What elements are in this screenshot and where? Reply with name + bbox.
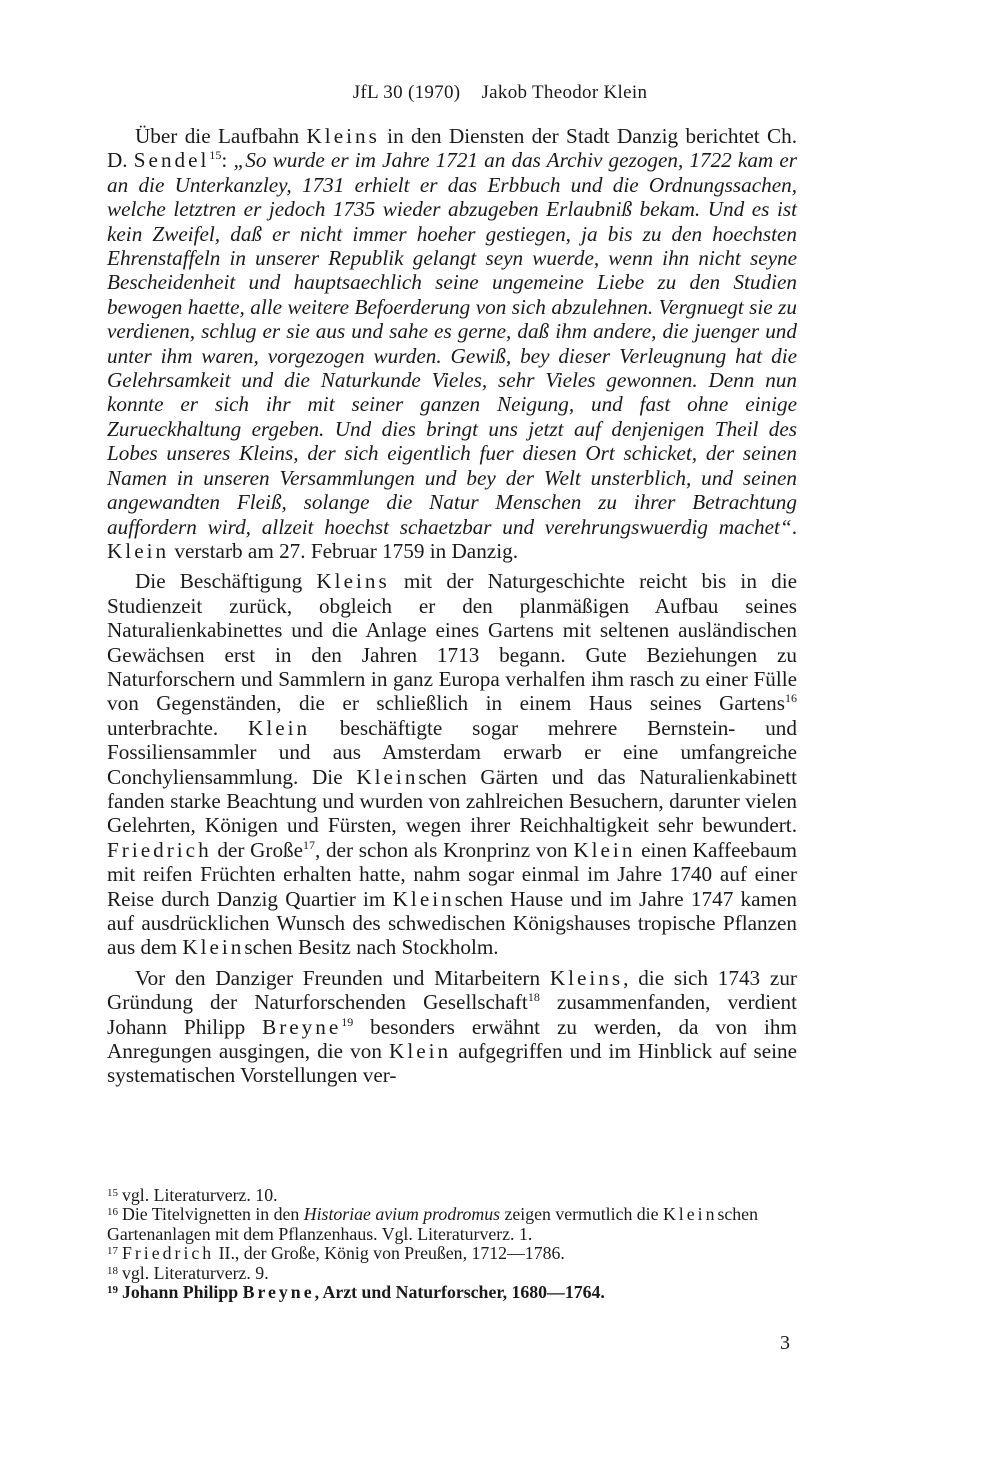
footnote-17	[107, 1244, 797, 1263]
text-run: :	[221, 148, 234, 173]
spaced-name: Kleins	[549, 965, 624, 990]
spaced-name: Friedrich	[122, 1243, 215, 1264]
footnote-text: vgl. Literaturverz. 10.	[122, 1185, 278, 1205]
spaced-name: Klein	[248, 715, 311, 740]
spaced-name: Klein	[392, 886, 455, 911]
footnote-number: 17	[107, 1245, 118, 1258]
footnote-text: vgl. Literaturverz. 9.	[122, 1262, 269, 1283]
spaced-name: Kleins	[316, 569, 390, 594]
spaced-name: Klein	[356, 764, 419, 789]
spaced-name: Klein	[389, 1039, 452, 1064]
text-run: , der schon als Kronprinz von	[315, 837, 574, 862]
footnote-19	[107, 1283, 797, 1302]
spaced-name: Klein	[107, 538, 170, 563]
footnote-number: 19	[107, 1284, 118, 1297]
quotation: „So wurde er im Jahre 1721 an das Archiv gezogen, 1722 kam er an die Unterkanzley, 1731 erhielt er das Erbbuch und die Ordnungssachen, welche letztren er jedoch 1735 wieder abzugeben Erlaubniß bekam. Und es ist kein Zweifel, daß er nicht immer hoeher gestiegen, ja bis zu den hoechsten Ehrenstaffeln in unserer Republik gelangt seyn wuerde, wenn ihn nicht seyne Bescheidenheit und hauptsaechlich seine ungemeine Liebe zu den Studien bewogen haette, alle weitere Befoerderung von sich abzulehnen. Vergnuegt sie zu verdienen, schlug er sie aus und sahe es gerne, daß ihm andere, die juenger und unter ihm waren, vorgezogen wurden. Gewiß, bey dieser Verleugnung hat die Gelehrsamkeit und die Naturkunde Vieles, sehr Vieles gewonnen. Denn nun konnte er sich ihr mit seiner ganzen Neigung, und fast ohne einige Zurueckhaltung ergeben. Und dies bringt uns jetzt auf denjenigen Theil des Lobes unseres Kleins, der sich eigentlich fuer diesen Ort schicket, der seinen Namen in unseren Versammlungen und bey der Welt unsterblich, und seinen angewandten Fleiß, solange die Natur Menschen zu ihrer Betrachtung auffordern wird, allzeit hoechst schaetzbar und verehrungswuerdig machet“	[107, 148, 798, 539]
article-title: Jakob Theodor Klein	[481, 82, 648, 103]
footnote-number: 15	[107, 1187, 118, 1199]
footnote-ref-19[interactable]: 19	[341, 1014, 354, 1029]
text-run: schen Gärten und das Naturalienkabinett fanden starke Beachtung und wurden von zahlreichen Besuchern, darunter vielen Gelehrten, Königen und Fürsten, wegen ihrer Reichhaltigkeit sehr bewundert.	[107, 764, 797, 838]
text-run: .	[791, 514, 797, 539]
text-run: beschäftigte sogar mehrere Bernstein- und Fossiliensammler und aus Amsterdam erwarb er eine umfangreiche Conchyliensammlung. Die	[107, 715, 797, 789]
text-run: mit der Naturgeschichte reicht bis in die Studienzeit zurück, obgleich er den planmäßigen Aufbau seines Naturalienkabinettes und die Anlage eines Gartens mit seltenen ausländischen Gewächsen erst in den Jahren 1713 begann. Gute Beziehungen zu Naturforschern und Sammlern in ganz Europa verhalfen ihm rasch zu einer Fülle von Gegenständen, die er schließlich in einem Haus seines Gartens	[107, 569, 797, 716]
text-run: der Große	[211, 837, 304, 862]
spaced-name: Sendel	[133, 148, 210, 173]
footnote-text: schen Gartenanlagen mit dem Pflanzenhaus. Vgl. Literaturverz. 1.	[107, 1204, 758, 1244]
footnote-book-title: Historiae avium prodromus	[303, 1204, 501, 1225]
body-text	[107, 124, 797, 1094]
footnote-ref-16[interactable]: 16	[785, 691, 797, 706]
footnote-16	[107, 1205, 797, 1244]
text-run: Vor den Danziger Freunden und Mitarbeitern	[135, 965, 550, 990]
spaced-name: Breyne	[242, 1282, 315, 1303]
footnote-ref-15[interactable]: 15	[209, 148, 222, 163]
footnote-text: II., der Große, König von Preußen, 1712—1786.	[214, 1243, 565, 1264]
text-run: , die sich 1743 zur Gründung der Naturforschenden Gesellschaft	[107, 965, 797, 1015]
text-run: Über die Laufbahn	[135, 124, 307, 148]
journal-citation: JfL 30 (1970)	[352, 82, 461, 103]
page-number: 3	[780, 1332, 790, 1354]
footnote-text: Johann Philipp	[122, 1282, 243, 1303]
footnotes	[107, 1186, 797, 1302]
footnote-number: 18	[107, 1264, 118, 1277]
footnote-text: zeigen vermutlich die	[500, 1204, 663, 1225]
footnote-18	[107, 1264, 797, 1283]
spaced-name: Friedrich	[107, 837, 212, 862]
text-run: schen Hause und im Jahre 1747 kamen auf ausdrücklichen Wunsch des schwedischen Königshauses tropische Pflanzen aus dem	[107, 886, 797, 960]
spaced-name: Klein	[662, 1204, 718, 1225]
footnote-number: 16	[107, 1206, 118, 1219]
spaced-name: Klein	[182, 935, 245, 960]
spaced-name: Kleins	[306, 124, 380, 148]
paragraph-2	[107, 569, 797, 960]
footnote-text: Die Titelvignetten in den	[122, 1204, 304, 1225]
text-run: unterbrachte.	[107, 715, 249, 740]
paragraph-1	[107, 124, 797, 563]
text-run: in den Diensten der Stadt Danzig berichtet Ch. D.	[107, 124, 797, 173]
footnote-text: , Arzt und Naturforscher, 1680—1764.	[314, 1282, 605, 1303]
footnote-ref-17[interactable]: 17	[303, 837, 316, 852]
text-run: einen Kaffeebaum mit reifen Früchten erhalten hatte, nahm sogar einmal im Jahre 1740 auf einer Reise durch Danzig Quartier im	[107, 837, 797, 911]
spaced-name: Klein	[573, 837, 636, 862]
spaced-name: Breyne	[262, 1014, 342, 1039]
text-run: aufgegriffen und im Hinblick auf seine systematischen Vorstellungen ver-	[107, 1039, 797, 1088]
paragraph-3	[107, 966, 797, 1088]
footnote-15	[107, 1186, 797, 1205]
running-header	[0, 82, 1000, 104]
text-run: schen Besitz nach Stockholm.	[244, 935, 499, 960]
footnote-ref-18[interactable]: 18	[527, 990, 540, 1005]
text-run: zusammenfanden, verdient Johann Philipp	[107, 990, 798, 1039]
text-run: Die Beschäftigung	[135, 569, 317, 594]
text-run: besonders erwähnt zu werden, da von ihm Anregungen ausgingen, die von	[107, 1014, 798, 1064]
text-run: verstarb am 27. Februar 1759 in Danzig.	[169, 538, 518, 563]
